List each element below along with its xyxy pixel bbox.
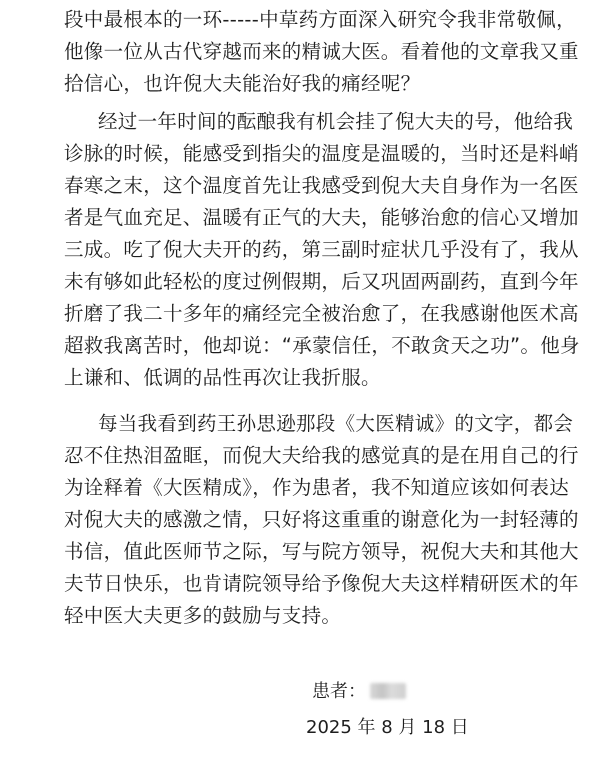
letter-line: 超救我离苦时，他却说：“承蒙信任，不敢贪天之功”。他身 [64, 334, 580, 357]
paragraph-start-line: 经过一年时间的酝酿我有机会挂了倪大夫的号，他给我 [98, 110, 574, 133]
letter-line: 他像一位从古代穿越而来的精诚大医。看着他的文章我又重 [64, 40, 579, 63]
letter-line: 段中最根本的一环-----中草药方面深入研究令我非常敬佩， [64, 8, 576, 31]
letter-line: 春寒之末，这个温度首先让我感受到倪大夫自身作为一名医 [64, 174, 579, 197]
letter-line: 上谦和、低调的品性再次让我折服。 [64, 366, 381, 389]
letter-line: 为诠释着《大医精成》，作为患者，我不知道应该如何表达 [64, 476, 570, 499]
letter-line: 拾信心，也许倪大夫能治好我的痛经呢？ [64, 72, 421, 95]
letter-line: 未有够如此轻松的度过例假期，后又巩固两副药，直到今年 [64, 270, 579, 293]
letter-line: 忍不住热泪盈眶，而倪大夫给我的感觉真的是在用自己的行 [64, 444, 579, 467]
letter-line: 诊脉的时候，能感受到指尖的温度是温暖的，当时还是料峭 [64, 142, 579, 165]
letter-line: 者是气血充足、温暖有正气的大夫，能够治愈的信心又增加 [64, 206, 579, 229]
paragraph-start-line: 每当我看到药王孙思逊那段《大医精诚》的文字，都会 [98, 412, 574, 435]
letter-line: 夫节日快乐，也肯请院领导给予像倪大夫这样精研医术的年 [64, 572, 579, 595]
letter-line: 对倪大夫的感激之情，只好将这重重的谢意化为一封轻薄的 [64, 508, 579, 531]
letter-line: 三成。吃了倪大夫开的药，第三副时症状几乎没有了，我从 [64, 238, 579, 261]
patient-label [312, 680, 406, 704]
patient-label-text: 患者： [312, 681, 366, 702]
signature-date: 2025 年 8 月 18 日 [306, 717, 469, 738]
letter-line: 书信，值此医师节之际，写与院方领导，祝倪大夫和其他大 [64, 540, 579, 563]
redacted-name [370, 683, 406, 699]
letter-line: 折磨了我二十多年的痛经完全被治愈了，在我感谢他医术高 [64, 302, 579, 325]
letter-line: 轻中医大夫更多的鼓励与支持。 [64, 604, 342, 627]
